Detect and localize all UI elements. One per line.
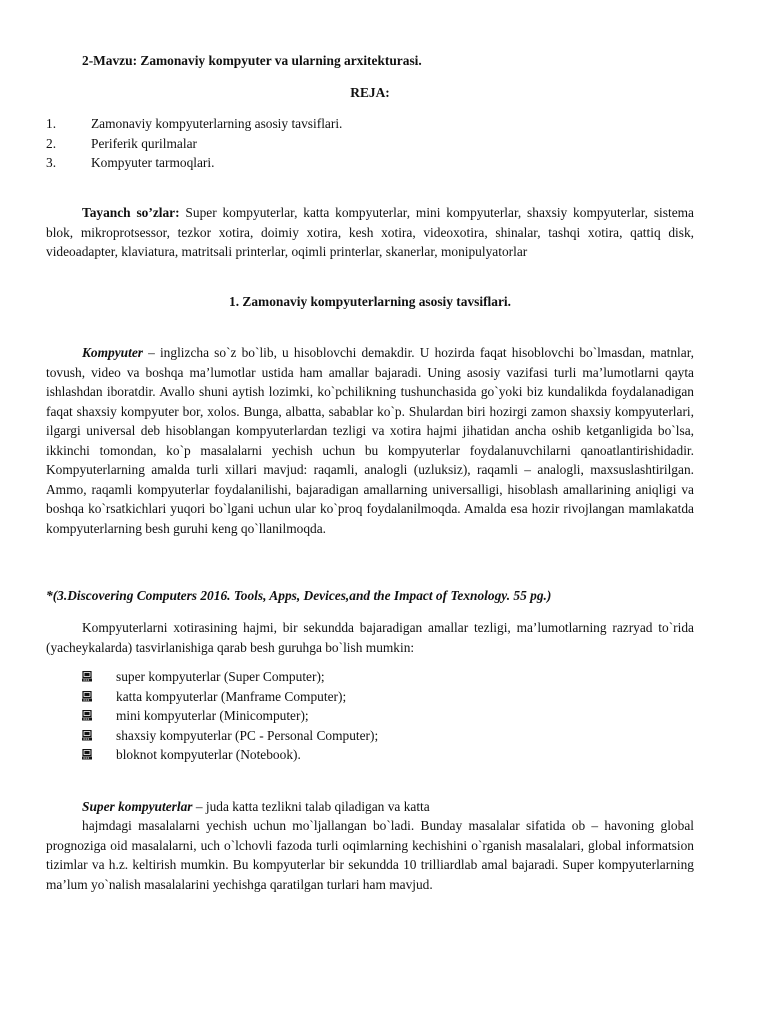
plan-item-number: 1. bbox=[46, 116, 57, 131]
kompyuter-text: – inglizcha so`z bo`lib, u hisoblovchi demakdir. U hozirda faqat hisoblovchi bo`lmasdan, matnlar, tovush, video va boshqa ma’lumotlar ustida ham amallar bajaradi. Uning asosiy vazifasi turli ma’lumotlarni qayta ishlashdan iboratdir. Avallo shuni aytish lozimki, ko`pchilikning tushunchasida go`yoki biz kundalikda foydalanadigan faqat shaxsiy kompyuter bor, xolos. Bunga, albatta, sabablar ko`p. Shulardan biri hozirgi zamon shaxsiy kompyuterlari, ilgargi universal deb hisoblangan kompyuterlardan tezligi va xotira hajmi jihatidan ancha oshib ketganligida bo`lsa, ikkinchi tomondan, ko`p masalalarni yechish uchun bu kompyuterlar foydalanuvchilarni qanoatlantirishidadir. Kompyuterlarning amalda turli xillari mavjud: raqamli, analogli (uzluksiz), raqamli – analogli, maxsuslashtirilgan. Ammo, raqamli kompyuterlar foydalanilishi, bajaradigan amallarning universalligi, hisoblash amallarining aniqligi va boshqa ko`rsatkichlari yuqori bo`lgani uchun ular ko`proq foydalanilmoqda. Amalda esa hozir rivojlangan mamlakatda kompyuterlarning besh guruhi keng qo`llanilmoqda. bbox=[46, 345, 694, 536]
plan-heading: REJA: bbox=[350, 85, 390, 100]
list-item-text: bloknot kompyuterlar (Notebook). bbox=[116, 747, 301, 762]
list-item bbox=[82, 687, 682, 707]
computer-icon bbox=[82, 710, 92, 721]
plan-item bbox=[46, 153, 694, 173]
computer-icon bbox=[82, 749, 92, 760]
plan-item bbox=[46, 114, 694, 134]
list-item-text: mini kompyuterlar (Minicomputer); bbox=[116, 708, 309, 723]
plan-item bbox=[46, 134, 694, 154]
keywords-text: Super kompyuterlar, katta kompyuterlar, mini kompyuterlar, shaxsiy kompyuterlar, sistema blok, mikroprotsessor, tezkor xotira, doimiy xotira, kesh xotira, videoxotira, shinalar, tashqi xotira, qattiq disk, videoadapter, klaviatura, matritsali printerlar, oqimli printerlar, skanerlar, monipulyatorlar bbox=[46, 205, 695, 259]
computer-types-list bbox=[82, 667, 682, 765]
list-item bbox=[82, 667, 682, 687]
list-item-text: shaxsiy kompyuterlar (PC - Personal Computer); bbox=[116, 727, 379, 743]
computer-icon bbox=[82, 691, 92, 702]
list-item-text: katta kompyuterlar (Manframe Computer); bbox=[116, 688, 347, 704]
super-term: Super kompyuterlar bbox=[82, 799, 193, 814]
super-paragraph-first-line bbox=[82, 797, 430, 817]
kompyuter-paragraph bbox=[46, 343, 694, 538]
super-first-text: – juda katta tezlikni talab qiladigan va katta bbox=[192, 799, 430, 814]
plan-item-text: Kompyuter tarmoqlari. bbox=[91, 155, 215, 170]
plan-list bbox=[46, 114, 694, 173]
kompyuter-term: Kompyuter bbox=[82, 345, 144, 360]
list-item-text: super kompyuterlar (Super Computer); bbox=[116, 669, 325, 684]
plan-item-text: Zamonaviy kompyuterlarning asosiy tavsiflari. bbox=[91, 116, 343, 131]
computer-icon bbox=[82, 730, 92, 741]
plan-item-number: 3. bbox=[46, 155, 57, 170]
list-item bbox=[82, 706, 682, 726]
page-title: 2-Mavzu: Zamonaviy kompyuter va ularning arxitekturasi. bbox=[82, 53, 422, 68]
section-heading: 1. Zamonaviy kompyuterlarning asosiy tavsiflari. bbox=[229, 294, 511, 309]
source-note: *(3.Discovering Computers 2016. Tools, Apps, Devices,and the Impact of Texnology. 55 pg.) bbox=[46, 588, 552, 603]
keywords-paragraph bbox=[46, 203, 694, 262]
super-paragraph-body: hajmdagi masalalarni yechish uchun mo`ljallangan bo`ladi. Bunday masalalar sifatida ob – havoning global prognoziga oid masalalarni, uch o`lchovli fazoda turli oqimlarning kechishini o`rganish masalalari, global informatsion tizimlar va h.z. keltirish mumkin. Bu kompyuterlar bir sekundda 10 trilliardlab amal bajaradi. Super kompyuterlarning ma’lum yo`nalish masalalarini yechishga qaratilgan turlari ham mavjud. bbox=[46, 818, 694, 892]
computer-icon bbox=[82, 671, 92, 682]
list-item bbox=[82, 726, 682, 746]
types-intro-paragraph: Kompyuterlarni xotirasining hajmi, bir sekundda bajaradigan amallar tezligi, ma’lumotlarning razryad to`rida (yacheykalarda) tasvirlanishiga qarab besh guruhga bo`lish mumkin: bbox=[46, 620, 694, 655]
plan-item-number: 2. bbox=[46, 135, 57, 151]
keywords-label: Tayanch so’zlar: bbox=[82, 205, 180, 220]
plan-item-text: Periferik qurilmalar bbox=[91, 135, 197, 151]
list-item bbox=[82, 745, 682, 765]
